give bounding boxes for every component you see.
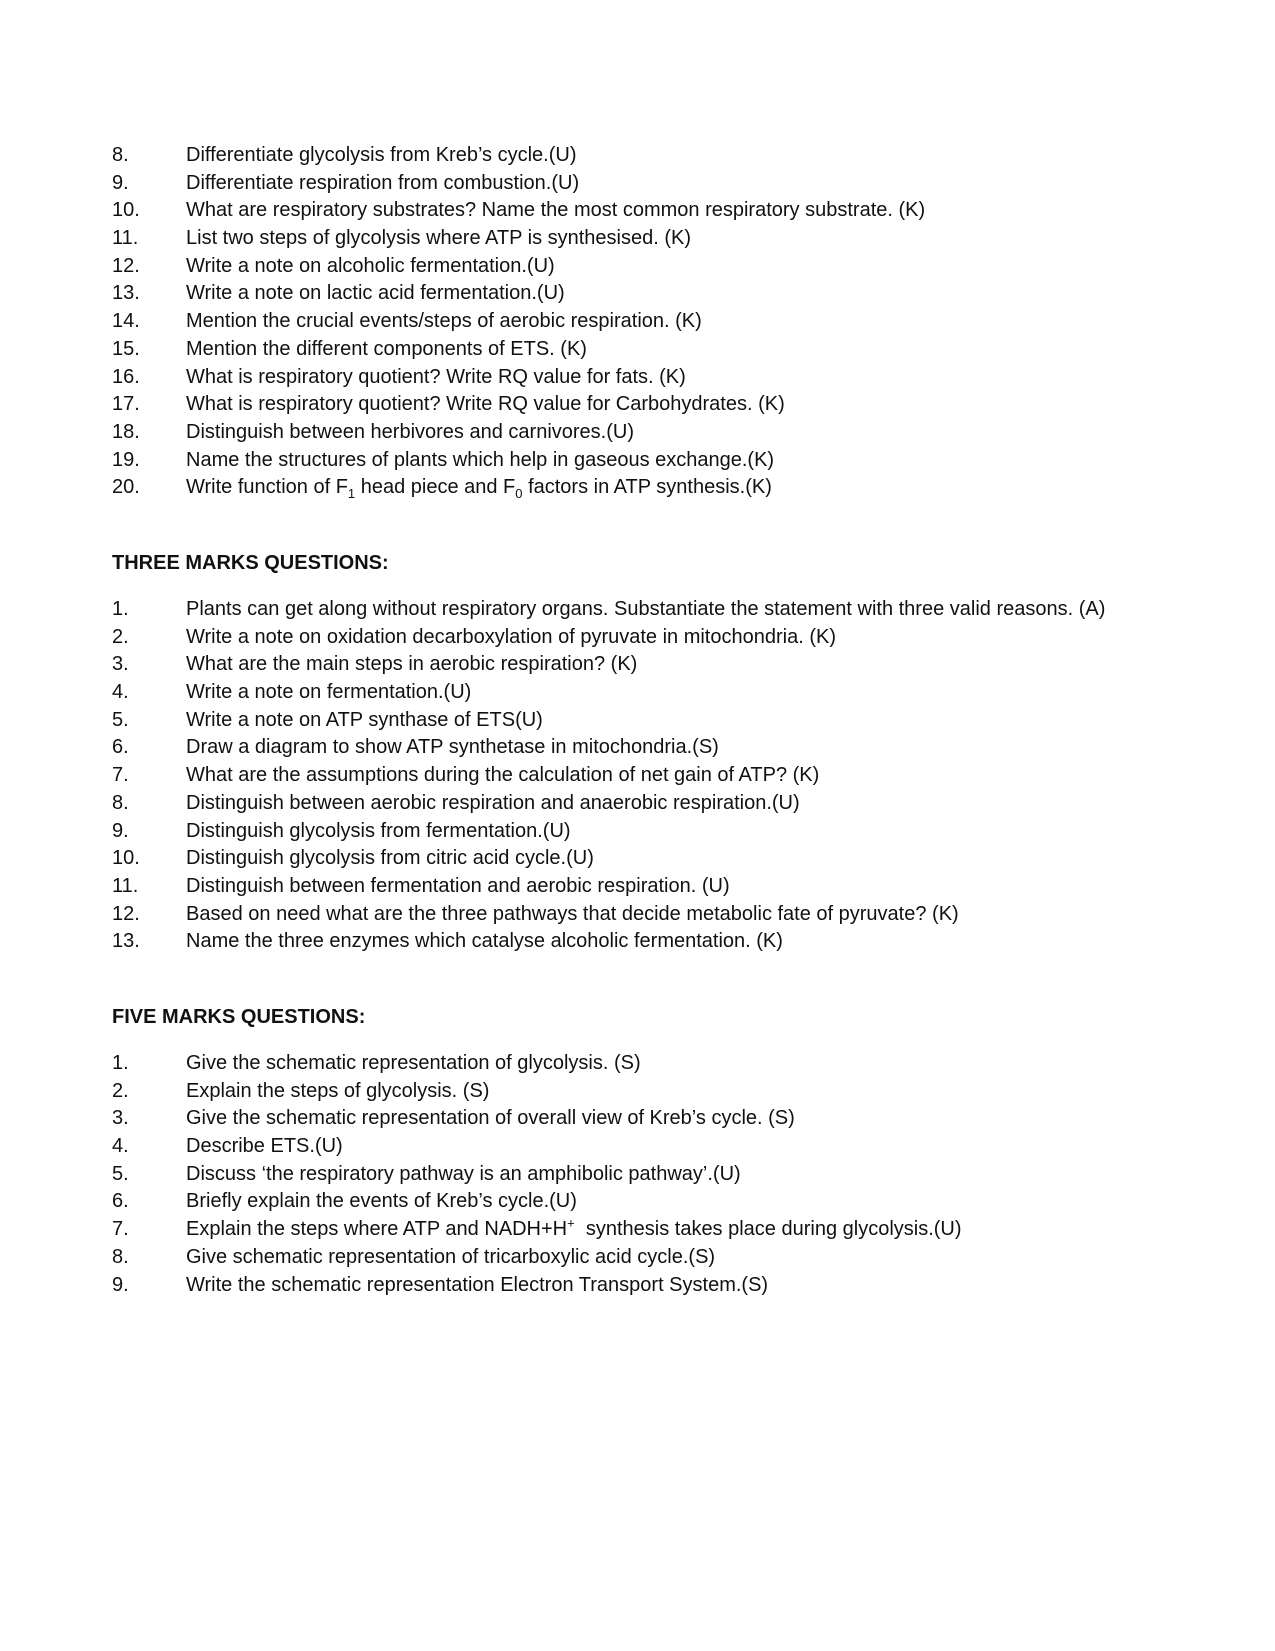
question-number: 8. [112,144,129,166]
question-text: Write the schematic representation Electron Transport System.(S) [186,1273,769,1296]
question-text-part: factors in ATP synthesis.(K) [522,476,772,499]
question-text: Distinguish glycolysis from citric acid cycle.(U) [186,847,594,870]
question-text-part: synthesis takes place during glycolysis.(U) [574,1218,962,1241]
question-item [112,197,1262,225]
question-text: Write a note on alcoholic fermentation.(U) [186,254,555,277]
question-item [112,679,1262,707]
question-item [112,280,1262,308]
question-item [112,873,1262,901]
question-text: Write a note on fermentation.(U) [186,681,472,704]
section-heading-five-marks: FIVE MARKS QUESTIONS: [112,1006,366,1028]
section-heading-three-marks: THREE MARKS QUESTIONS: [112,552,389,574]
question-number: 15. [112,337,140,360]
question-item [112,170,1262,198]
question-text: Give schematic representation of tricarboxylic acid cycle.(S) [186,1245,716,1268]
question-text: Distinguish between aerobic respiration and anaerobic respiration.(U) [186,791,800,814]
question-item [112,928,1262,956]
question-number: 7. [112,764,129,787]
question-item [112,624,1262,652]
question-number: 6. [112,1190,129,1213]
question-item [112,336,1262,364]
question-text: Mention the different components of ETS. (K) [186,337,587,360]
question-text: What is respiratory quotient? Write RQ value for fats. (K) [186,365,686,388]
question-number: 11. [112,874,139,897]
question-number: 20. [112,476,140,499]
question-text: Write a note on oxidation decarboxylation of pyruvate in mitochondria. (K) [186,625,836,648]
question-item [112,1078,1262,1106]
question-number: 12. [112,254,140,277]
subscript: 0 [515,486,523,502]
question-item [112,790,1262,818]
question-item [112,762,1262,790]
question-text: Plants can get along without respiratory organs. Substantiate the statement with three valid reasons. (A) [186,598,1106,620]
question-text: Discuss ‘the respiratory pathway is an amphibolic pathway’.(U) [186,1162,741,1185]
question-number: 5. [112,1162,129,1185]
question-item [112,734,1262,762]
question-text [186,474,772,502]
question-number: 4. [112,1135,129,1158]
question-item [112,596,1262,624]
question-number: 13. [112,282,140,305]
question-number: 3. [112,653,129,676]
question-number: 5. [112,708,129,731]
question-number: 18. [112,420,140,443]
question-text-part: Explain the steps where ATP and NADH+H [186,1218,568,1241]
question-number: 8. [112,1245,129,1268]
three-marks-question-list [112,596,1262,956]
question-text: Based on need what are the three pathways that decide metabolic fate of pyruvate? (K) [186,902,959,925]
question-item [112,1105,1262,1133]
question-number: 14. [112,310,140,333]
question-number: 4. [112,681,129,704]
question-item [112,845,1262,873]
question-number: 2. [112,625,129,648]
question-item [112,225,1262,253]
question-text: List two steps of glycolysis where ATP is synthesised. (K) [186,227,692,250]
question-item [112,1272,1262,1300]
question-text: Write a note on ATP synthase of ETS(U) [186,708,543,731]
question-item [112,474,1262,502]
superscript: + [567,1215,575,1231]
question-text: Distinguish between fermentation and aerobic respiration. (U) [186,874,730,897]
question-item [112,707,1262,735]
question-item [112,308,1262,336]
question-text-part: head piece and F [355,476,516,499]
question-text: Give the schematic representation of overall view of Kreb’s cycle. (S) [186,1107,795,1130]
question-text: Explain the steps of glycolysis. (S) [186,1079,490,1102]
question-number: 10. [112,199,140,222]
question-text: Give the schematic representation of glycolysis. (S) [186,1052,641,1074]
question-text: Name the structures of plants which help in gaseous exchange.(K) [186,448,775,471]
question-number: 16. [112,365,140,388]
question-text: Describe ETS.(U) [186,1135,343,1158]
question-text-part: Write function of F [186,476,348,499]
question-text [186,1216,962,1244]
question-text: Differentiate glycolysis from Kreb’s cycle.(U) [186,144,577,166]
question-number: 9. [112,819,129,842]
question-number: 8. [112,791,129,814]
question-item [112,818,1262,846]
question-item [112,1216,1262,1244]
question-item [112,1133,1262,1161]
question-number: 3. [112,1107,129,1130]
question-text: What is respiratory quotient? Write RQ value for Carbohydrates. (K) [186,393,785,416]
question-number: 2. [112,1079,129,1102]
question-number: 9. [112,171,129,194]
question-number: 6. [112,736,129,759]
continued-question-list [112,142,1262,502]
question-number: 10. [112,847,140,870]
question-text: Write a note on lactic acid fermentation.(U) [186,282,565,305]
question-text: Distinguish glycolysis from fermentation.(U) [186,819,571,842]
question-item [112,364,1262,392]
question-number: 1. [112,1052,129,1074]
question-item [112,1050,1262,1078]
question-item [112,419,1262,447]
question-text: What are the main steps in aerobic respiration? (K) [186,653,638,676]
question-text: Distinguish between herbivores and carnivores.(U) [186,420,634,443]
question-text: What are respiratory substrates? Name the most common respiratory substrate. (K) [186,199,926,222]
five-marks-question-list [112,1050,1262,1299]
question-number: 12. [112,902,140,925]
question-text: Differentiate respiration from combustion.(U) [186,171,580,194]
question-item [112,1244,1262,1272]
subscript: 1 [347,486,356,502]
question-item [112,1161,1262,1189]
question-text: Draw a diagram to show ATP synthetase in mitochondria.(S) [186,736,719,759]
question-text: Name the three enzymes which catalyse alcoholic fermentation. (K) [186,930,783,953]
question-text: Mention the crucial events/steps of aerobic respiration. (K) [186,310,702,333]
question-number: 11. [112,227,139,250]
question-number: 7. [112,1218,129,1241]
question-item [112,901,1262,929]
question-number: 1. [112,598,129,620]
question-item [112,391,1262,419]
question-number: 13. [112,930,140,953]
question-item [112,447,1262,475]
question-item [112,253,1262,281]
question-item [112,651,1262,679]
question-text: Briefly explain the events of Kreb’s cycle.(U) [186,1190,577,1213]
question-text: What are the assumptions during the calculation of net gain of ATP? (K) [186,764,820,787]
question-number: 19. [112,448,140,471]
question-number: 17. [112,393,140,416]
question-item [112,1188,1262,1216]
question-number: 9. [112,1273,129,1296]
question-item [112,142,1262,170]
